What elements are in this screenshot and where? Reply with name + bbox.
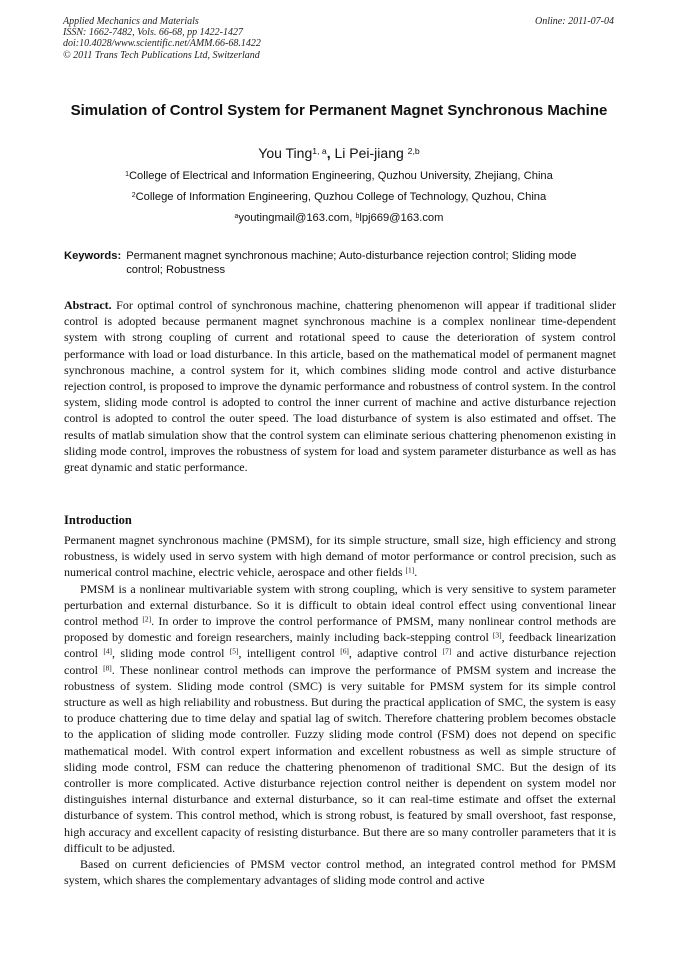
abstract-label: Abstract.	[64, 298, 112, 312]
introduction-body	[64, 532, 616, 888]
abstract-block	[64, 297, 616, 475]
intro-paragraph-2	[64, 581, 616, 856]
keywords-label: Keywords:	[64, 250, 122, 262]
citation: [4]	[103, 647, 113, 657]
author-2-sup: 2,b	[407, 146, 420, 157]
intro-p2-text: . In order to improve the control performance of PMSM, many nonlinear control methods are proposed by domestic and foreign researchers, mainly including back-stepping control	[64, 614, 616, 645]
intro-p2-text: , sliding mode control	[112, 646, 230, 661]
introduction-heading: Introduction	[64, 513, 132, 527]
citation: [8]	[103, 663, 112, 673]
issn-line: ISSN: 1662-7482, Vols. 66-68, pp 1422-1427	[63, 27, 243, 39]
citation: [7]	[442, 647, 452, 657]
affiliation-1-text: College of Electrical and Information Engineering, Quzhou University, Zhejiang, China	[128, 170, 553, 182]
affiliation-2-text: College of Information Engineering, Quzhou College of Technology, Quzhou, China	[135, 191, 547, 203]
citation: [1]	[405, 566, 415, 576]
email-b: lpj669@163.com	[359, 212, 444, 224]
intro-p1-end: .	[414, 565, 418, 580]
author-separator: ,	[326, 145, 335, 161]
citation: [6]	[340, 647, 349, 657]
online-date: Online: 2011-07-04	[535, 16, 614, 27]
journal-header	[63, 16, 261, 61]
affiliation-2-sup: 2	[131, 191, 136, 199]
abstract-text: For optimal control of synchronous machine, chattering phenomenon will appear if traditional slider control is adopted because permanent magnet synchronous machine is a complex nonlinear time-dependent system with strong coupling of current and rotational speed to cause the deterioration of system control performance with load or load disturbance. In this article, based on the mathematical model of permanent magnet synchronous machine, a control system for it, which combines sliding mode control and active disturbance rejection control, is proposed to improve the dynamic performance and robustness of control system. In the control system, sliding mode control is adopted to control the inner current of machine and active disturbance rejection control is adopted to control the outer speed. The load disturbance of system is also estimated and offset. The results of matlab simulation show that the control system can eliminate serious chattering phenomenon existing in sliding mode control, improves the robustness of system for load and system parameter disturbance as well as has great dynamic and static performance.	[64, 298, 616, 475]
copyright-line: © 2011 Trans Tech Publications Ltd, Switzerland	[63, 49, 260, 61]
keywords-text: Permanent magnet synchronous machine; Auto-disturbance rejection control; Sliding mode control; Robustness	[126, 250, 577, 276]
email-a-sup: a	[234, 212, 239, 220]
intro-paragraph-1	[64, 532, 616, 581]
email-a: youtingmail@163.com,	[238, 212, 356, 224]
keywords-block	[64, 249, 616, 277]
author-emails	[60, 212, 618, 224]
intro-p2-text: , intelligent control	[238, 646, 341, 661]
doi-line: doi:10.4028/www.scientific.net/AMM.66-68.1422	[63, 38, 261, 50]
author-2-name: Li Pei-jiang	[334, 145, 408, 161]
citation: [3]	[492, 630, 502, 640]
intro-p2-text: and active disturbance rejection control	[64, 646, 617, 677]
affiliation-2	[60, 191, 618, 203]
author-1-sup: 1, a	[312, 146, 327, 157]
affiliation-1-sup: 1	[125, 170, 129, 178]
intro-p2-text: . These nonlinear control methods can improve the performance of PMSM system and increase the robustness of system. Sliding mode control (SMC) is very suitable for PMSM system for its simple control structure as well as high reliability and robustness. But during the practical application of SMC, the system is easy to produce chattering due to time delay and spatial lag of switch. Therefore chattering problem becomes obstacle to the application of sliding mode controller. Fuzzy sliding mode control (FSM) does not depend on specific mathematical model. With control expert information and excellent robustness as well as simple structure of sliding mode control, FSM can reduce the chattering phenomenon of traditional SMC. But the design of its controller is more complicated. Active disturbance rejection control neither is dependent on system model nor distinguishes internal disturbance and external disturbance, so it can real-time estimate and offset the external disturbance of system. This control method, which is strong robust, is featured by small overshoot, fast response, high accuracy and excellent capacity of resisting disturbance. But there are so many controller parameters that it is difficult to be adjusted.	[64, 662, 616, 855]
journal-name: Applied Mechanics and Materials	[63, 16, 199, 27]
intro-p2-text: PMSM is a nonlinear multivariable system with strong coupling, which is very sensitive to system parameter perturbation and external disturbance. So it is difficult to obtain ideal control effect using conventional linear control method	[64, 581, 616, 629]
email-b-sup: b	[355, 212, 360, 220]
affiliation-1	[60, 170, 618, 182]
citation: [2]	[142, 614, 152, 624]
paper-title: Simulation of Control System for Permanent Magnet Synchronous Machine	[70, 102, 608, 119]
intro-p1-text: Permanent magnet synchronous machine (PMSM), for its simple structure, small size, high efficiency and strong robustness, is widely used in servo system with high demand of motor performance or control precision, such as numerical control machine, electric vehicle, aerospace and other fields	[64, 533, 616, 580]
intro-p2-text: , adaptive control	[348, 646, 443, 661]
citation: [5]	[229, 647, 239, 657]
intro-paragraph-3: Based on current deficiencies of PMSM vector control method, an integrated control method for PMSM system, which shares the complementary advantages of sliding mode control and active	[64, 857, 616, 888]
author-1-name: You Ting	[258, 145, 313, 161]
author-line	[60, 145, 618, 161]
intro-p2-text: , feedback linearization control	[64, 630, 616, 661]
